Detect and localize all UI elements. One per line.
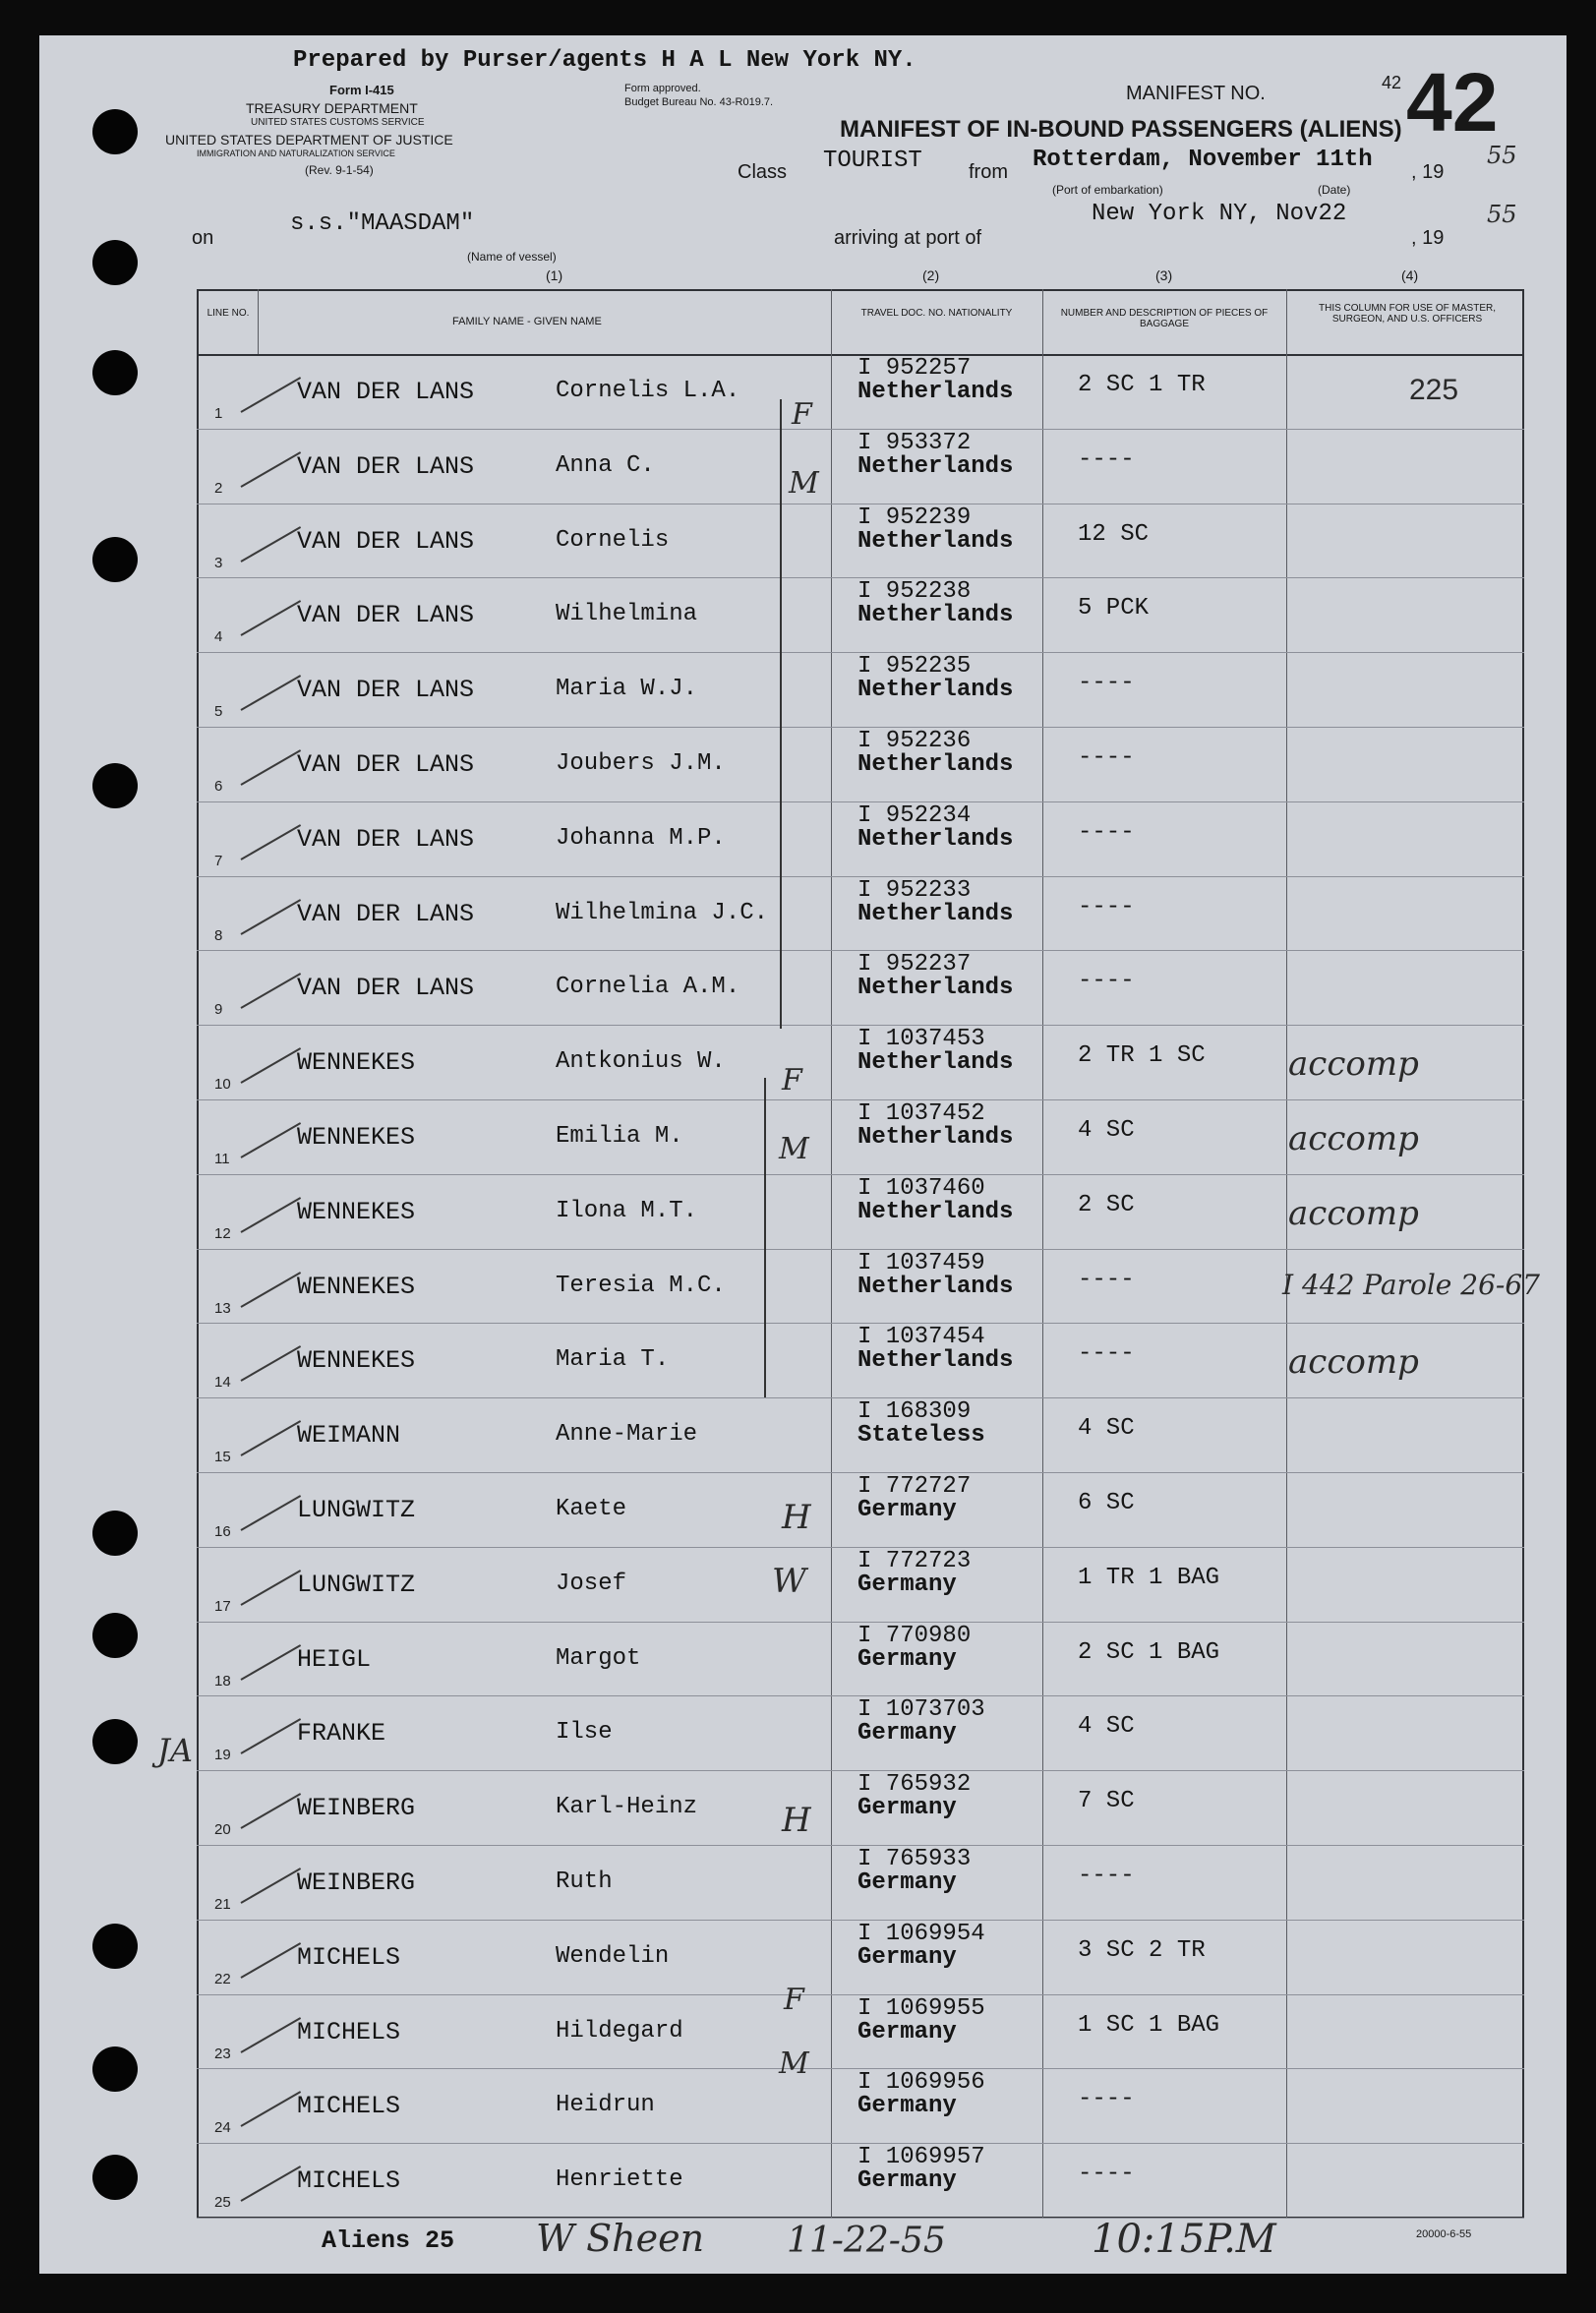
margin-mark: F — [792, 397, 812, 432]
baggage: ---- — [1078, 1863, 1135, 1889]
nationality: Germany — [857, 1795, 957, 1822]
family-name: HEIGL — [297, 1644, 372, 1674]
nationality: Germany — [857, 2093, 957, 2120]
margin-mark: M — [789, 466, 819, 501]
officer-note: accomp — [1288, 1044, 1419, 1085]
row-number: 18 — [214, 1672, 231, 1690]
family-name: WENNEKES — [297, 1346, 416, 1376]
family-name: VAN DER LANS — [297, 824, 475, 854]
travel-doc-no: I 952235 — [857, 653, 972, 681]
row-number: 1 — [214, 405, 223, 422]
travel-doc-no: I 1069957 — [857, 2144, 985, 2171]
nationality: Germany — [857, 1497, 957, 1523]
nationality: Germany — [857, 2018, 957, 2046]
travel-doc-no: I 1037453 — [857, 1026, 985, 1053]
nationality: Netherlands — [857, 751, 1014, 778]
officer-note: I 442 Parole 26-67 — [1282, 1268, 1540, 1301]
nationality: Netherlands — [857, 677, 1014, 704]
baggage: 1 SC 1 BAG — [1078, 2011, 1220, 2039]
baggage: 1 TR 1 BAG — [1078, 1564, 1220, 1591]
baggage: 4 SC — [1078, 1415, 1135, 1443]
prepared-by: Prepared by Purser/agents H A L New York NY. — [293, 47, 916, 74]
row-number: 5 — [214, 703, 223, 721]
col-num-1: (1) — [546, 267, 563, 283]
baggage: ---- — [1078, 445, 1135, 473]
nationality: Germany — [857, 1869, 957, 1896]
margin-mark: W — [772, 1562, 806, 1601]
col-num-3: (3) — [1155, 267, 1173, 283]
header-line-no: LINE NO. — [207, 308, 250, 319]
punch-hole — [92, 109, 138, 154]
baggage: 4 SC — [1078, 1713, 1135, 1741]
margin-mark: F — [784, 1983, 804, 2017]
family-name: FRANKE — [297, 1719, 386, 1749]
form-code: 20000-6-55 — [1416, 2228, 1472, 2240]
travel-doc-no: I 952238 — [857, 578, 972, 606]
travel-doc-no: I 1037459 — [857, 1249, 985, 1276]
row-number: 23 — [214, 2045, 231, 2062]
year-value: 55 — [1487, 142, 1517, 169]
travel-doc-no: I 953372 — [857, 429, 972, 456]
family-name: VAN DER LANS — [297, 676, 475, 705]
travel-doc-no: I 168309 — [857, 1398, 972, 1426]
family-name: WENNEKES — [297, 1123, 416, 1152]
family-name: MICHELS — [297, 1942, 401, 1972]
travel-doc-no: I 1069954 — [857, 1920, 985, 1947]
baggage: ---- — [1078, 2086, 1135, 2113]
baggage: 12 SC — [1078, 520, 1150, 548]
travel-doc-no: I 765933 — [857, 1846, 972, 1872]
col-num-2: (2) — [922, 267, 940, 283]
baggage: ---- — [1078, 893, 1135, 920]
travel-doc-no: I 772727 — [857, 1473, 972, 1500]
given-name: Wendelin — [556, 1942, 670, 1970]
officer-note: accomp — [1288, 1193, 1419, 1233]
given-name: Cornelia A.M. — [556, 974, 740, 1001]
travel-doc-no: I 770980 — [857, 1622, 972, 1649]
nationality: Netherlands — [857, 602, 1014, 629]
baggage: 2 SC — [1078, 1191, 1135, 1218]
vessel-name: s.s."MAASDAM" — [290, 210, 475, 237]
nationality: Germany — [857, 1720, 957, 1748]
row-number: 6 — [214, 778, 223, 795]
family-name: VAN DER LANS — [297, 526, 475, 556]
port-embark-label: (Port of embarkation) — [1052, 183, 1163, 197]
nationality: Germany — [857, 2167, 957, 2195]
manifest-no-label: MANIFEST NO. — [1126, 83, 1266, 104]
margin-mark: H — [782, 1801, 811, 1840]
baggage: 3 SC 2 TR — [1078, 1936, 1206, 1964]
given-name: Emilia M. — [556, 1123, 683, 1150]
given-name: Wilhelmina — [556, 601, 698, 628]
class-value: TOURIST — [823, 148, 922, 174]
family-name: WEINBERG — [297, 1868, 416, 1897]
given-name: Wilhelmina J.C. — [556, 899, 769, 926]
given-name: Margot — [556, 1644, 641, 1672]
punch-hole — [92, 1719, 138, 1764]
family-name: WENNEKES — [297, 1272, 416, 1301]
nationality: Netherlands — [857, 1049, 1014, 1077]
budget-bureau: Budget Bureau No. 43-R019.7. — [624, 96, 774, 108]
row-number: 19 — [214, 1747, 231, 1764]
left-margin-mark: JA — [157, 1732, 193, 1769]
family-bracket — [764, 1078, 766, 1397]
margin-mark: F — [782, 1063, 802, 1097]
given-name: Teresia M.C. — [556, 1272, 726, 1299]
given-name: Heidrun — [556, 2092, 655, 2119]
row-number: 24 — [214, 2119, 231, 2137]
family-name: VAN DER LANS — [297, 601, 475, 630]
nationality: Netherlands — [857, 379, 1014, 405]
header-doc: TRAVEL DOC. NO. NATIONALITY — [860, 308, 1013, 319]
on-label: on — [192, 227, 214, 249]
baggage: 7 SC — [1078, 1788, 1135, 1815]
dept-justice-sub: IMMIGRATION AND NATURALIZATION SERVICE — [197, 148, 395, 158]
nationality: Germany — [857, 1645, 957, 1673]
baggage: 2 SC 1 BAG — [1078, 1638, 1220, 1666]
row-number: 21 — [214, 1896, 231, 1913]
row-number: 13 — [214, 1299, 231, 1317]
row-number: 7 — [214, 852, 223, 869]
officer-signature: W Sheen — [536, 2217, 705, 2260]
given-name: Cornelis — [556, 526, 670, 554]
row-divider — [197, 2218, 1524, 2219]
date-label: (Date) — [1318, 183, 1351, 197]
row-number: 25 — [214, 2194, 231, 2212]
travel-doc-no: I 1069956 — [857, 2069, 985, 2097]
family-bracket — [780, 399, 782, 1029]
given-name: Henriette — [556, 2166, 683, 2194]
family-name: MICHELS — [297, 2017, 401, 2046]
travel-doc-no: I 952233 — [857, 876, 972, 904]
row-number: 16 — [214, 1523, 231, 1540]
row-number: 11 — [214, 1151, 230, 1167]
manifest-title: MANIFEST OF IN-BOUND PASSENGERS (ALIENS) — [840, 116, 1402, 143]
nationality: Netherlands — [857, 900, 1014, 927]
revision: (Rev. 9-1-54) — [305, 163, 374, 177]
vessel-label: (Name of vessel) — [467, 250, 557, 264]
header-baggage: NUMBER AND DESCRIPTION OF PIECES OF BAGGAGE — [1060, 308, 1269, 329]
nationality: Stateless — [857, 1422, 985, 1450]
family-name: WENNEKES — [297, 1197, 416, 1226]
punch-hole — [92, 763, 138, 808]
punch-hole — [92, 537, 138, 582]
given-name: Karl-Heinz — [556, 1794, 698, 1821]
officer-note: 225 — [1409, 374, 1459, 406]
given-name: Hildegard — [556, 2017, 683, 2045]
travel-doc-no: I 772723 — [857, 1547, 972, 1574]
travel-doc-no: I 952239 — [857, 504, 972, 531]
punch-hole — [92, 2155, 138, 2200]
nationality: Netherlands — [857, 1273, 1014, 1300]
manifest-no: 42 — [1406, 56, 1499, 148]
given-name: Kaete — [556, 1496, 627, 1522]
row-number: 8 — [214, 926, 223, 944]
baggage: 4 SC — [1078, 1117, 1135, 1144]
nationality: Germany — [857, 1571, 957, 1598]
punch-hole — [92, 240, 138, 285]
col-divider — [258, 289, 259, 354]
header-name: FAMILY NAME - GIVEN NAME — [452, 316, 602, 327]
baggage: 2 TR 1 SC — [1078, 1042, 1206, 1070]
given-name: Josef — [556, 1570, 627, 1597]
form-approved: Form approved. — [624, 83, 701, 94]
baggage: 5 PCK — [1078, 595, 1150, 623]
arriving-label: arriving at port of — [834, 227, 982, 249]
row-number: 10 — [214, 1076, 231, 1094]
row-number: 20 — [214, 1821, 231, 1839]
year-prefix: , 19 — [1411, 161, 1445, 183]
family-name: VAN DER LANS — [297, 899, 475, 928]
from-value: Rotterdam, November 11th — [1033, 147, 1373, 173]
dept-treasury-sub: UNITED STATES CUSTOMS SERVICE — [251, 117, 425, 128]
signature-time: 10:15P.M — [1092, 2217, 1276, 2262]
family-name: VAN DER LANS — [297, 974, 475, 1003]
baggage: 6 SC — [1078, 1490, 1135, 1516]
baggage: ---- — [1078, 670, 1135, 697]
row-number: 17 — [214, 1597, 231, 1615]
given-name: Maria T. — [556, 1346, 670, 1374]
travel-doc-no: I 952237 — [857, 951, 972, 979]
header-officers: THIS COLUMN FOR USE OF MASTER, SURGEON, AND U.S. OFFICERS — [1318, 303, 1496, 325]
given-name: Anne-Marie — [556, 1421, 698, 1449]
punch-hole — [92, 1924, 138, 1969]
margin-mark: M — [779, 2046, 809, 2081]
punch-hole — [92, 2046, 138, 2092]
baggage: ---- — [1078, 818, 1135, 846]
baggage: ---- — [1078, 1340, 1135, 1368]
row-number: 9 — [214, 1001, 223, 1019]
row-number: 4 — [214, 628, 223, 646]
nationality: Germany — [857, 1943, 957, 1971]
family-name: WENNEKES — [297, 1048, 416, 1078]
punch-hole — [92, 1613, 138, 1658]
given-name: Johanna M.P. — [556, 824, 726, 852]
col-num-4: (4) — [1401, 267, 1419, 283]
nationality: Netherlands — [857, 527, 1014, 555]
aliens-count: Aliens 25 — [322, 2226, 455, 2255]
given-name: Maria W.J. — [556, 676, 698, 703]
class-label: Class — [738, 161, 788, 183]
manifest-no-small: 42 — [1382, 73, 1402, 92]
family-name: WEIMANN — [297, 1421, 401, 1451]
family-name: VAN DER LANS — [297, 451, 475, 481]
travel-doc-no: I 1037452 — [857, 1100, 985, 1127]
travel-doc-no: I 952234 — [857, 801, 972, 829]
punch-hole — [92, 350, 138, 395]
row-number: 2 — [214, 479, 223, 497]
travel-doc-no: I 1037460 — [857, 1174, 985, 1202]
nationality: Netherlands — [857, 1124, 1014, 1151]
baggage: ---- — [1078, 1266, 1135, 1293]
given-name: Cornelis L.A. — [556, 378, 740, 404]
family-name: MICHELS — [297, 2166, 401, 2196]
family-name: LUNGWITZ — [297, 1496, 416, 1524]
manifest-sheet — [39, 35, 1566, 2274]
officer-note: accomp — [1288, 1119, 1419, 1158]
arriving-year-prefix: , 19 — [1411, 227, 1445, 249]
row-number: 15 — [214, 1449, 231, 1466]
dept-treasury: TREASURY DEPARTMENT — [246, 100, 418, 116]
row-number: 12 — [214, 1224, 231, 1242]
family-name: LUNGWITZ — [297, 1570, 416, 1599]
nationality: Netherlands — [857, 825, 1014, 853]
form-number: Form I-415 — [329, 83, 394, 97]
given-name: Ilse — [556, 1719, 613, 1747]
travel-doc-no: I 1037454 — [857, 1324, 985, 1351]
arriving-value: New York NY, Nov22 — [1092, 201, 1347, 227]
travel-doc-no: I 1069955 — [857, 1994, 985, 2022]
given-name: Joubers J.M. — [556, 750, 726, 777]
baggage: ---- — [1078, 2161, 1135, 2188]
given-name: Anna C. — [556, 451, 655, 479]
arriving-year: 55 — [1487, 201, 1517, 228]
travel-doc-no: I 952236 — [857, 728, 972, 754]
given-name: Ilona M.T. — [556, 1197, 698, 1224]
baggage: ---- — [1078, 744, 1135, 771]
officer-note: accomp — [1288, 1342, 1419, 1383]
nationality: Netherlands — [857, 452, 1014, 480]
row-number: 22 — [214, 1970, 231, 1987]
row-number: 3 — [214, 554, 223, 571]
given-name: Antkonius W. — [556, 1048, 726, 1076]
margin-mark: M — [779, 1132, 809, 1166]
baggage: ---- — [1078, 968, 1135, 995]
given-name: Ruth — [556, 1868, 613, 1895]
nationality: Netherlands — [857, 1198, 1014, 1225]
row-number: 14 — [214, 1374, 231, 1392]
family-name: VAN DER LANS — [297, 750, 475, 779]
margin-mark: H — [782, 1498, 811, 1537]
from-label: from — [969, 161, 1008, 183]
punch-hole — [92, 1511, 138, 1556]
dept-justice: UNITED STATES DEPARTMENT OF JUSTICE — [165, 132, 453, 148]
nationality: Netherlands — [857, 1347, 1014, 1375]
travel-doc-no: I 765932 — [857, 1771, 972, 1799]
nationality: Netherlands — [857, 975, 1014, 1002]
travel-doc-no: I 952257 — [857, 355, 972, 382]
family-name: MICHELS — [297, 2092, 401, 2121]
family-name: VAN DER LANS — [297, 378, 475, 406]
travel-doc-no: I 1073703 — [857, 1696, 985, 1724]
family-name: WEINBERG — [297, 1794, 416, 1823]
signature-date: 11-22-55 — [787, 2221, 946, 2261]
baggage: 2 SC 1 TR — [1078, 372, 1206, 398]
